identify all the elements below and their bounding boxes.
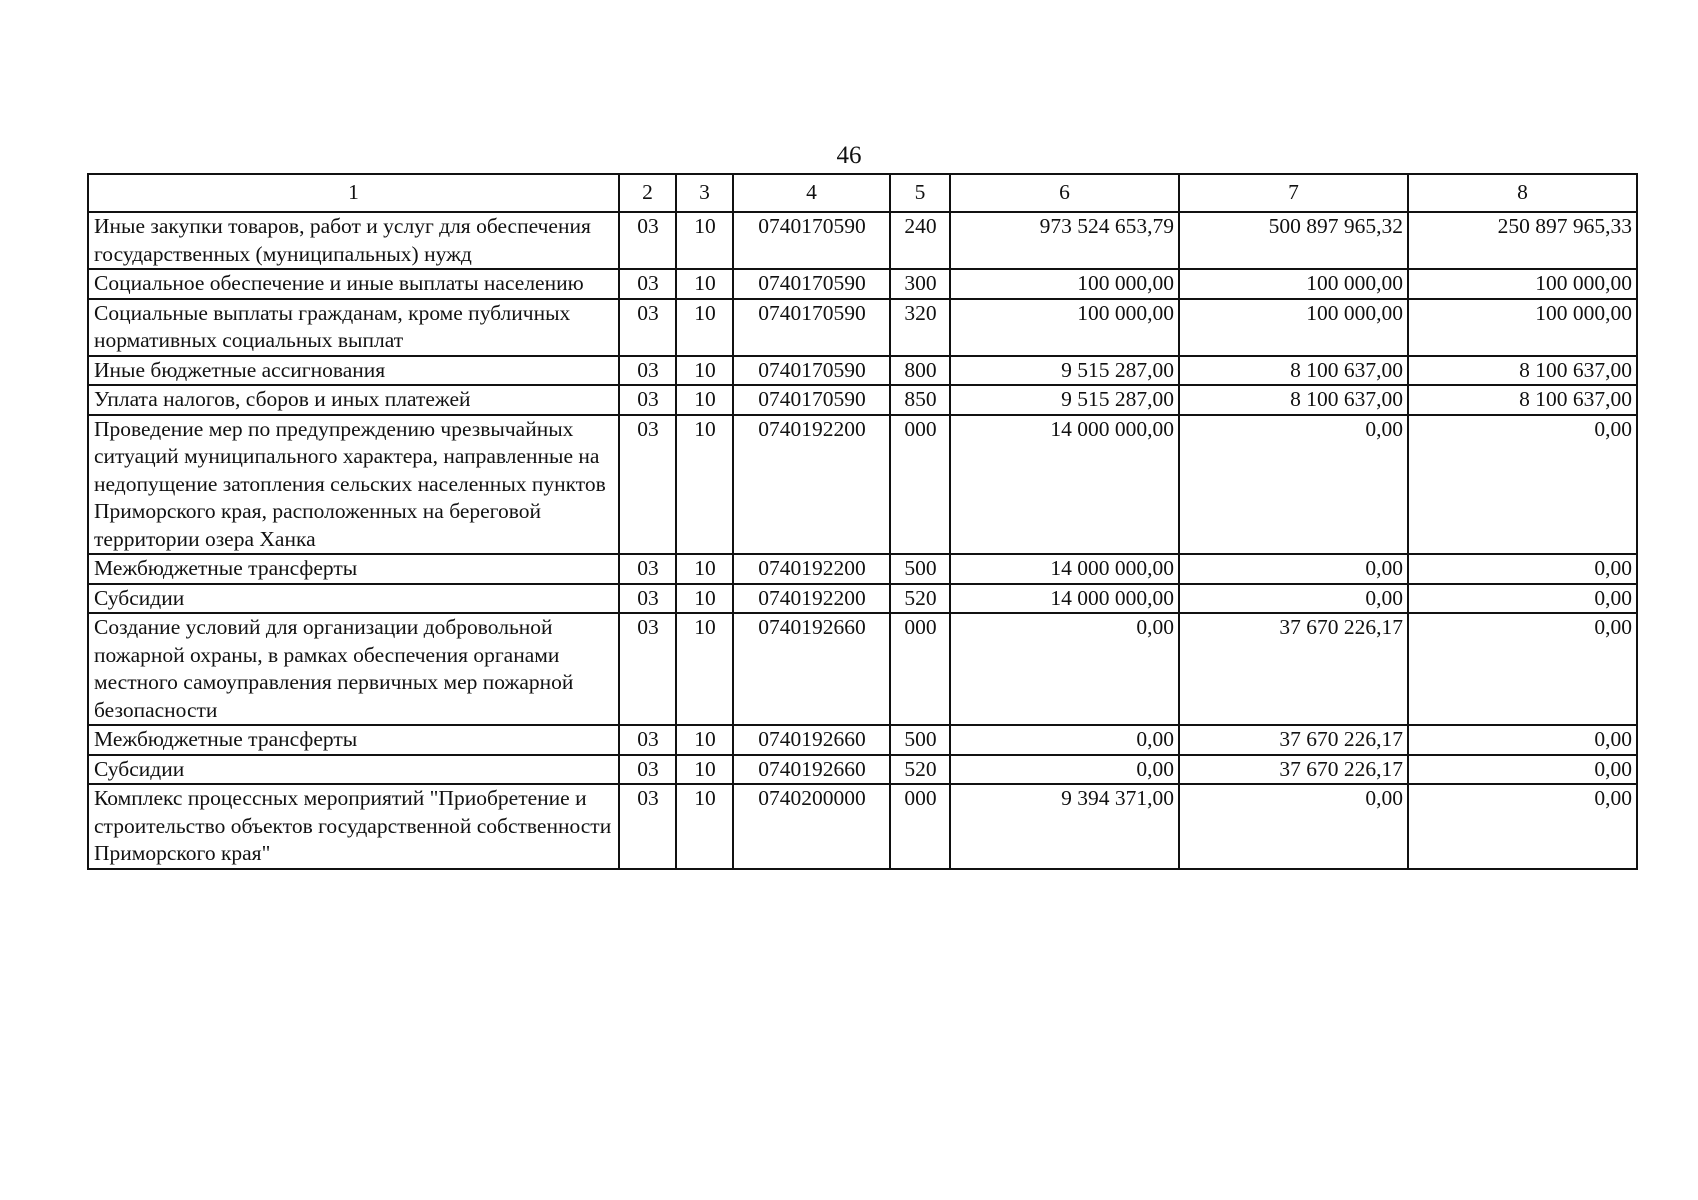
amount-col8-cell: 0,00 (1408, 584, 1637, 614)
page-number: 46 (836, 142, 862, 169)
amount-col6-cell: 0,00 (950, 755, 1179, 785)
subsection-code-cell: 10 (676, 415, 733, 555)
header-cell: 7 (1179, 174, 1408, 212)
target-article-cell: 0740192660 (733, 613, 890, 725)
expense-type-cell: 300 (890, 269, 950, 299)
amount-col6-cell: 0,00 (950, 613, 1179, 725)
subsection-code-cell: 10 (676, 613, 733, 725)
table-body (88, 212, 1637, 869)
expense-name-cell: Социальные выплаты гражданам, кроме публичных нормативных социальных выплат (88, 299, 619, 356)
expense-type-cell: 800 (890, 356, 950, 386)
amount-col8-cell: 0,00 (1408, 554, 1637, 584)
expense-name-cell: Создание условий для организации добровольной пожарной охраны, в рамках обеспечения органами местного самоуправления первичных мер пожарной безопасности (88, 613, 619, 725)
table-row (88, 356, 1637, 386)
amount-col8-cell: 100 000,00 (1408, 299, 1637, 356)
target-article-cell: 0740170590 (733, 299, 890, 356)
expense-name-cell: Межбюджетные трансферты (88, 554, 619, 584)
section-code-cell: 03 (619, 554, 676, 584)
expense-name-cell: Иные бюджетные ассигнования (88, 356, 619, 386)
amount-col6-cell: 14 000 000,00 (950, 554, 1179, 584)
expense-type-cell: 500 (890, 725, 950, 755)
header-cell: 6 (950, 174, 1179, 212)
expense-name-cell: Социальное обеспечение и иные выплаты населению (88, 269, 619, 299)
expense-name-cell: Иные закупки товаров, работ и услуг для обеспечения государственных (муниципальных) нужд (88, 212, 619, 269)
target-article-cell: 0740170590 (733, 212, 890, 269)
budget-table (87, 173, 1638, 870)
expense-name-cell: Уплата налогов, сборов и иных платежей (88, 385, 619, 415)
header-cell: 5 (890, 174, 950, 212)
subsection-code-cell: 10 (676, 212, 733, 269)
section-code-cell: 03 (619, 755, 676, 785)
subsection-code-cell: 10 (676, 725, 733, 755)
amount-col8-cell: 8 100 637,00 (1408, 356, 1637, 386)
subsection-code-cell: 10 (676, 269, 733, 299)
amount-col6-cell: 14 000 000,00 (950, 584, 1179, 614)
amount-col6-cell: 9 394 371,00 (950, 784, 1179, 869)
amount-col6-cell: 973 524 653,79 (950, 212, 1179, 269)
expense-name-cell: Субсидии (88, 584, 619, 614)
amount-col7-cell: 0,00 (1179, 584, 1408, 614)
expense-type-cell: 000 (890, 415, 950, 555)
target-article-cell: 0740170590 (733, 356, 890, 386)
amount-col7-cell: 37 670 226,17 (1179, 725, 1408, 755)
section-code-cell: 03 (619, 269, 676, 299)
amount-col7-cell: 500 897 965,32 (1179, 212, 1408, 269)
table-row (88, 299, 1637, 356)
amount-col7-cell: 0,00 (1179, 415, 1408, 555)
expense-type-cell: 320 (890, 299, 950, 356)
table-row (88, 725, 1637, 755)
target-article-cell: 0740192200 (733, 554, 890, 584)
expense-type-cell: 000 (890, 613, 950, 725)
expense-type-cell: 850 (890, 385, 950, 415)
section-code-cell: 03 (619, 212, 676, 269)
amount-col8-cell: 0,00 (1408, 613, 1637, 725)
table-row (88, 212, 1637, 269)
target-article-cell: 0740192200 (733, 584, 890, 614)
table-row (88, 385, 1637, 415)
expense-type-cell: 500 (890, 554, 950, 584)
amount-col6-cell: 0,00 (950, 725, 1179, 755)
amount-col8-cell: 0,00 (1408, 725, 1637, 755)
expense-type-cell: 520 (890, 755, 950, 785)
expense-name-cell: Комплекс процессных мероприятий "Приобретение и строительство объектов государственной собственности Приморского края" (88, 784, 619, 869)
target-article-cell: 0740192660 (733, 725, 890, 755)
amount-col8-cell: 0,00 (1408, 755, 1637, 785)
expense-name-cell: Межбюджетные трансферты (88, 725, 619, 755)
subsection-code-cell: 10 (676, 356, 733, 386)
subsection-code-cell: 10 (676, 299, 733, 356)
amount-col7-cell: 100 000,00 (1179, 299, 1408, 356)
expense-type-cell: 240 (890, 212, 950, 269)
section-code-cell: 03 (619, 415, 676, 555)
expense-name-cell: Проведение мер по предупреждению чрезвычайных ситуаций муниципального характера, направленные на недопущение затопления сельских населенных пунктов Приморского края, расположенных на береговой территории озера Ханка (88, 415, 619, 555)
amount-col8-cell: 8 100 637,00 (1408, 385, 1637, 415)
amount-col7-cell: 8 100 637,00 (1179, 356, 1408, 386)
amount-col7-cell: 37 670 226,17 (1179, 613, 1408, 725)
amount-col6-cell: 9 515 287,00 (950, 385, 1179, 415)
table-row (88, 755, 1637, 785)
table-row (88, 613, 1637, 725)
amount-col6-cell: 100 000,00 (950, 299, 1179, 356)
target-article-cell: 0740200000 (733, 784, 890, 869)
section-code-cell: 03 (619, 784, 676, 869)
subsection-code-cell: 10 (676, 584, 733, 614)
target-article-cell: 0740192200 (733, 415, 890, 555)
section-code-cell: 03 (619, 299, 676, 356)
header-row (88, 174, 1637, 212)
target-article-cell: 0740170590 (733, 269, 890, 299)
section-code-cell: 03 (619, 584, 676, 614)
header-cell: 1 (88, 174, 619, 212)
amount-col6-cell: 9 515 287,00 (950, 356, 1179, 386)
amount-col7-cell: 0,00 (1179, 784, 1408, 869)
subsection-code-cell: 10 (676, 554, 733, 584)
table-row (88, 584, 1637, 614)
amount-col6-cell: 100 000,00 (950, 269, 1179, 299)
amount-col8-cell: 0,00 (1408, 415, 1637, 555)
header-cell: 8 (1408, 174, 1637, 212)
section-code-cell: 03 (619, 613, 676, 725)
section-code-cell: 03 (619, 725, 676, 755)
amount-col6-cell: 14 000 000,00 (950, 415, 1179, 555)
header-cell: 3 (676, 174, 733, 212)
amount-col7-cell: 0,00 (1179, 554, 1408, 584)
table-row (88, 784, 1637, 869)
expense-type-cell: 520 (890, 584, 950, 614)
table-row (88, 554, 1637, 584)
amount-col7-cell: 100 000,00 (1179, 269, 1408, 299)
amount-col8-cell: 0,00 (1408, 784, 1637, 869)
subsection-code-cell: 10 (676, 784, 733, 869)
header-cell: 4 (733, 174, 890, 212)
subsection-code-cell: 10 (676, 385, 733, 415)
section-code-cell: 03 (619, 356, 676, 386)
section-code-cell: 03 (619, 385, 676, 415)
target-article-cell: 0740192660 (733, 755, 890, 785)
amount-col7-cell: 8 100 637,00 (1179, 385, 1408, 415)
header-cell: 2 (619, 174, 676, 212)
table-row (88, 415, 1637, 555)
table-row (88, 269, 1637, 299)
subsection-code-cell: 10 (676, 755, 733, 785)
expense-type-cell: 000 (890, 784, 950, 869)
amount-col8-cell: 100 000,00 (1408, 269, 1637, 299)
amount-col7-cell: 37 670 226,17 (1179, 755, 1408, 785)
target-article-cell: 0740170590 (733, 385, 890, 415)
expense-name-cell: Субсидии (88, 755, 619, 785)
amount-col8-cell: 250 897 965,33 (1408, 212, 1637, 269)
